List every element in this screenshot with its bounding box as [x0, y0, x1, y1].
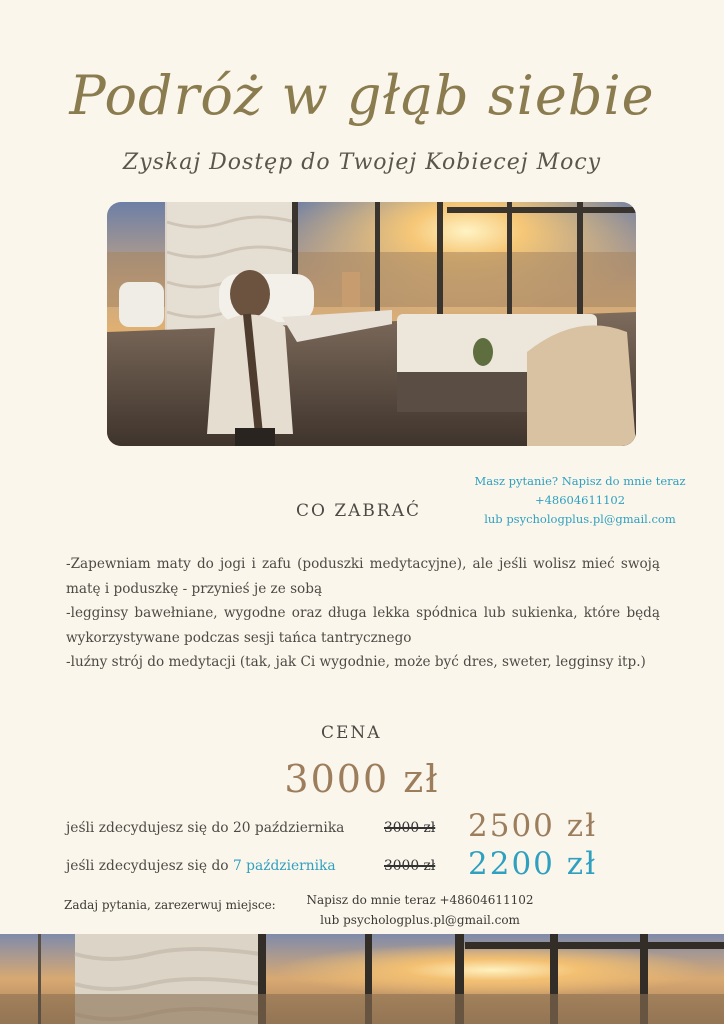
- photo-sunset-strip-icon: [0, 934, 724, 1024]
- contact-top: [470, 472, 690, 529]
- early-offer-row: [66, 846, 666, 886]
- bring-heading: CO ZABRAĆ: [296, 501, 422, 521]
- early-offer-row: [66, 808, 666, 848]
- old-price: 3000 zł: [384, 820, 436, 836]
- page-title: Podróż w głąb siebie: [69, 64, 655, 127]
- new-price: 2500 zł: [468, 808, 598, 844]
- contact-bottom-phone[interactable]: Napisz do mnie teraz +48604611102: [306, 893, 534, 907]
- contact-bottom-email[interactable]: lub psychologplus.pl@gmail.com: [320, 913, 520, 927]
- offer-condition: [66, 858, 336, 874]
- page-subtitle: Zyskaj Dostęp do Twojej Kobiecej Mocy: [122, 150, 602, 175]
- bring-item: -Zapewniam maty do jogi i zafu (poduszki medytacyjne), ale jeśli wolisz mieć swoją matę i poduszkę - przynieś je ze sobą: [66, 556, 660, 597]
- bring-item: -luźny strój do medytacji (tak, jak Ci wygodnie, może być dres, sweter, legginsy itp.): [66, 654, 646, 671]
- ask-label: Zadaj pytania, zarezerwuj miejsce:: [64, 898, 276, 912]
- offer-condition: jeśli zdecydujesz się do 20 października: [66, 820, 345, 836]
- offer-condition-prefix: jeśli zdecydujesz się do: [66, 858, 233, 874]
- old-price: 3000 zł: [384, 858, 436, 874]
- price-heading: CENA: [321, 723, 382, 743]
- hero-photo: [107, 202, 636, 446]
- price-main: 3000 zł: [284, 757, 440, 801]
- bring-list: [66, 552, 660, 675]
- contact-top-question: Masz pytanie? Napisz do mnie teraz: [474, 474, 686, 488]
- bring-item: -legginsy bawełniane, wygodne oraz długa lekka spódnica lub sukienka, które będą wykorzystywane podczas sesji tańca tantrycznego: [66, 605, 660, 646]
- contact-top-email[interactable]: lub psychologplus.pl@gmail.com: [484, 512, 676, 526]
- photo-woman-sunset-icon: [107, 202, 636, 446]
- contact-bottom: [300, 890, 540, 930]
- footer-photo: [0, 934, 724, 1024]
- contact-top-phone[interactable]: +48604611102: [534, 493, 626, 507]
- new-price: 2200 zł: [468, 846, 598, 882]
- offer-deadline: 7 października: [232, 858, 336, 874]
